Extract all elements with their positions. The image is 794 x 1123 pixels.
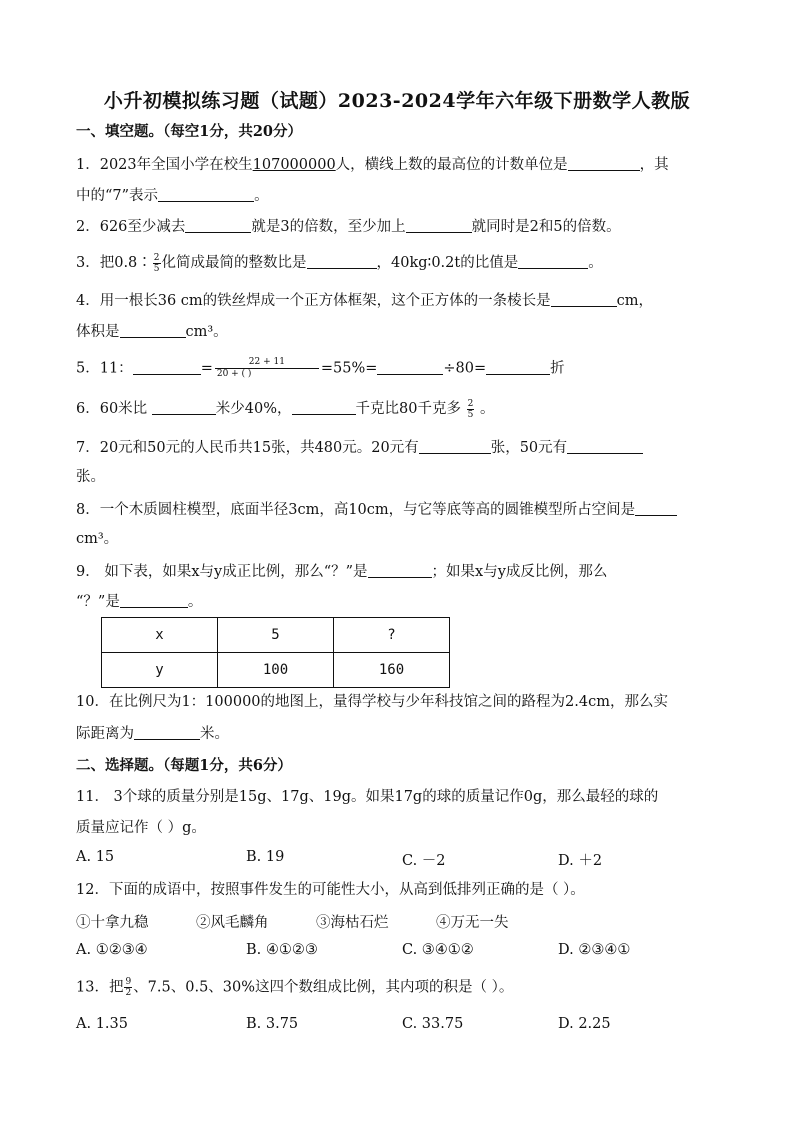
answer-blank[interactable] bbox=[292, 398, 356, 415]
question-9-line2: “？”是 。 bbox=[76, 591, 202, 612]
answer-blank[interactable] bbox=[134, 723, 200, 740]
question-8: 8．一个木质圆柱模型，底面半径3cm，高10cm，与它等底等高的圆锥模型所占空间是 bbox=[76, 499, 677, 520]
option-b[interactable]: B. 3.75 bbox=[246, 1016, 299, 1032]
question-7-line2: 张。 bbox=[76, 469, 105, 485]
question-1-line2: 中的“7”表示 。 bbox=[76, 185, 269, 206]
fraction: $\frac{22 + 11}{20 + ( )}$ bbox=[215, 357, 319, 380]
option-d[interactable]: D. ②③④① bbox=[558, 942, 631, 958]
question-7: 7．20元和50元的人民币共15张，共480元。20元有 张，50元有 bbox=[76, 437, 643, 458]
page-title: 小升初模拟练习题（试题）2023-2024学年六年级下册数学人教版 bbox=[103, 90, 691, 112]
table-row bbox=[102, 618, 450, 653]
answer-blank[interactable] bbox=[419, 437, 491, 454]
option-a[interactable]: A. ①②③④ bbox=[76, 942, 148, 958]
question-1: 1．2023年全国小学在校生107000000人，横线上数的最高位的计数单位是 ，其 bbox=[76, 154, 669, 175]
answer-blank[interactable] bbox=[406, 216, 472, 233]
idiom-item: ④万无一失 bbox=[436, 915, 509, 931]
question-4: 4．用一根长36 cm的铁丝焊成一个正方体框架，这个正方体的一条棱长是 cm， bbox=[76, 290, 653, 311]
idiom-item: ①十拿九稳 bbox=[76, 915, 149, 931]
answer-blank[interactable] bbox=[486, 358, 550, 375]
question-11-line2: 质量应记作（ ）g。 bbox=[76, 820, 206, 836]
question-2: 2．626至少减去 就是3的倍数，至少加上 就同时是2和5的倍数。 bbox=[76, 216, 621, 237]
option-d[interactable]: D. ＋2 bbox=[558, 853, 603, 869]
table-cell: ? bbox=[334, 618, 450, 653]
option-d[interactable]: D. 2.25 bbox=[558, 1016, 611, 1032]
answer-blank[interactable] bbox=[567, 437, 643, 454]
fraction: $\frac{9}{2}$ bbox=[125, 977, 132, 998]
answer-blank[interactable] bbox=[551, 290, 617, 307]
answer-blank[interactable] bbox=[120, 321, 186, 338]
question-9: 9． 如下表，如果x与y成正比例，那么“？”是 ；如果x与y成反比例，那么 bbox=[76, 561, 607, 582]
fraction: $\frac{2}{5}$ bbox=[153, 252, 160, 274]
option-c[interactable]: C. －2 bbox=[402, 853, 446, 869]
answer-blank[interactable] bbox=[158, 185, 254, 202]
option-a[interactable]: A. 1.35 bbox=[76, 1016, 128, 1032]
table-cell: 5 bbox=[218, 618, 334, 653]
answer-blank[interactable] bbox=[377, 358, 443, 375]
table-row bbox=[102, 653, 450, 688]
answer-blank[interactable] bbox=[120, 591, 188, 608]
table-cell: y bbox=[102, 653, 218, 688]
option-a[interactable]: A. 15 bbox=[76, 849, 115, 865]
answer-blank[interactable] bbox=[568, 154, 640, 171]
answer-blank[interactable] bbox=[307, 252, 377, 269]
question-4-line2: 体积是 cm³。 bbox=[76, 321, 228, 342]
table-cell: x bbox=[102, 618, 218, 653]
option-c[interactable]: C. ③④①② bbox=[402, 942, 474, 958]
answer-blank[interactable] bbox=[152, 398, 216, 415]
question-12: 12．下面的成语中，按照事件发生的可能性大小，从高到低排列正确的是（ ）。 bbox=[76, 882, 585, 898]
section1-heading: 一、填空题。（每空1分，共20分） bbox=[76, 123, 303, 140]
section2-heading: 二、选择题。（每题1分，共6分） bbox=[76, 757, 292, 774]
xy-table bbox=[101, 617, 450, 688]
idiom-item: ③海枯石烂 bbox=[316, 915, 389, 931]
question-5: 5．11： = $\frac{22 + 11}{20 + ( )}$ =55%= ÷80= 折 bbox=[76, 357, 565, 379]
question-10-line2: 际距离为 米。 bbox=[76, 723, 229, 744]
answer-blank[interactable] bbox=[368, 561, 432, 578]
q1-number: 107000000 bbox=[252, 157, 336, 173]
answer-blank[interactable] bbox=[635, 499, 677, 516]
option-b[interactable]: B. ④①②③ bbox=[246, 942, 318, 958]
question-10: 10．在比例尺为1：100000的地图上，量得学校与少年科技馆之间的路程为2.4cm，那么实 bbox=[76, 694, 668, 710]
idiom-item: ②风毛麟角 bbox=[196, 915, 269, 931]
fraction: $\frac{2}{5}$ bbox=[467, 398, 474, 420]
question-11: 11． 3个球的质量分别是15g、17g、19g。如果17g的球的质量记作0g，那么最轻的球的 bbox=[76, 789, 659, 805]
question-13: 13．把 $\frac{9}{2}$ 、7.5、0.5、30%这四个数组成比例，其内项的积是（ ）。 bbox=[76, 977, 514, 998]
question-3: 3．把0.8∶ $\frac{2}{5}$ 化简成最简的整数比是 ，40kg∶0.2t的比值是 。 bbox=[76, 252, 603, 274]
question-6: 6．60米比 米少40%， 千克比80千克多 $\frac{2}{5}$ 。 bbox=[76, 398, 495, 420]
answer-blank[interactable] bbox=[133, 358, 201, 375]
question-8-line2: cm³。 bbox=[76, 531, 119, 547]
answer-blank[interactable] bbox=[185, 216, 251, 233]
option-c[interactable]: C. 33.75 bbox=[402, 1016, 464, 1032]
table-cell: 100 bbox=[218, 653, 334, 688]
table-cell: 160 bbox=[334, 653, 450, 688]
answer-blank[interactable] bbox=[518, 252, 588, 269]
option-b[interactable]: B. 19 bbox=[246, 849, 285, 865]
